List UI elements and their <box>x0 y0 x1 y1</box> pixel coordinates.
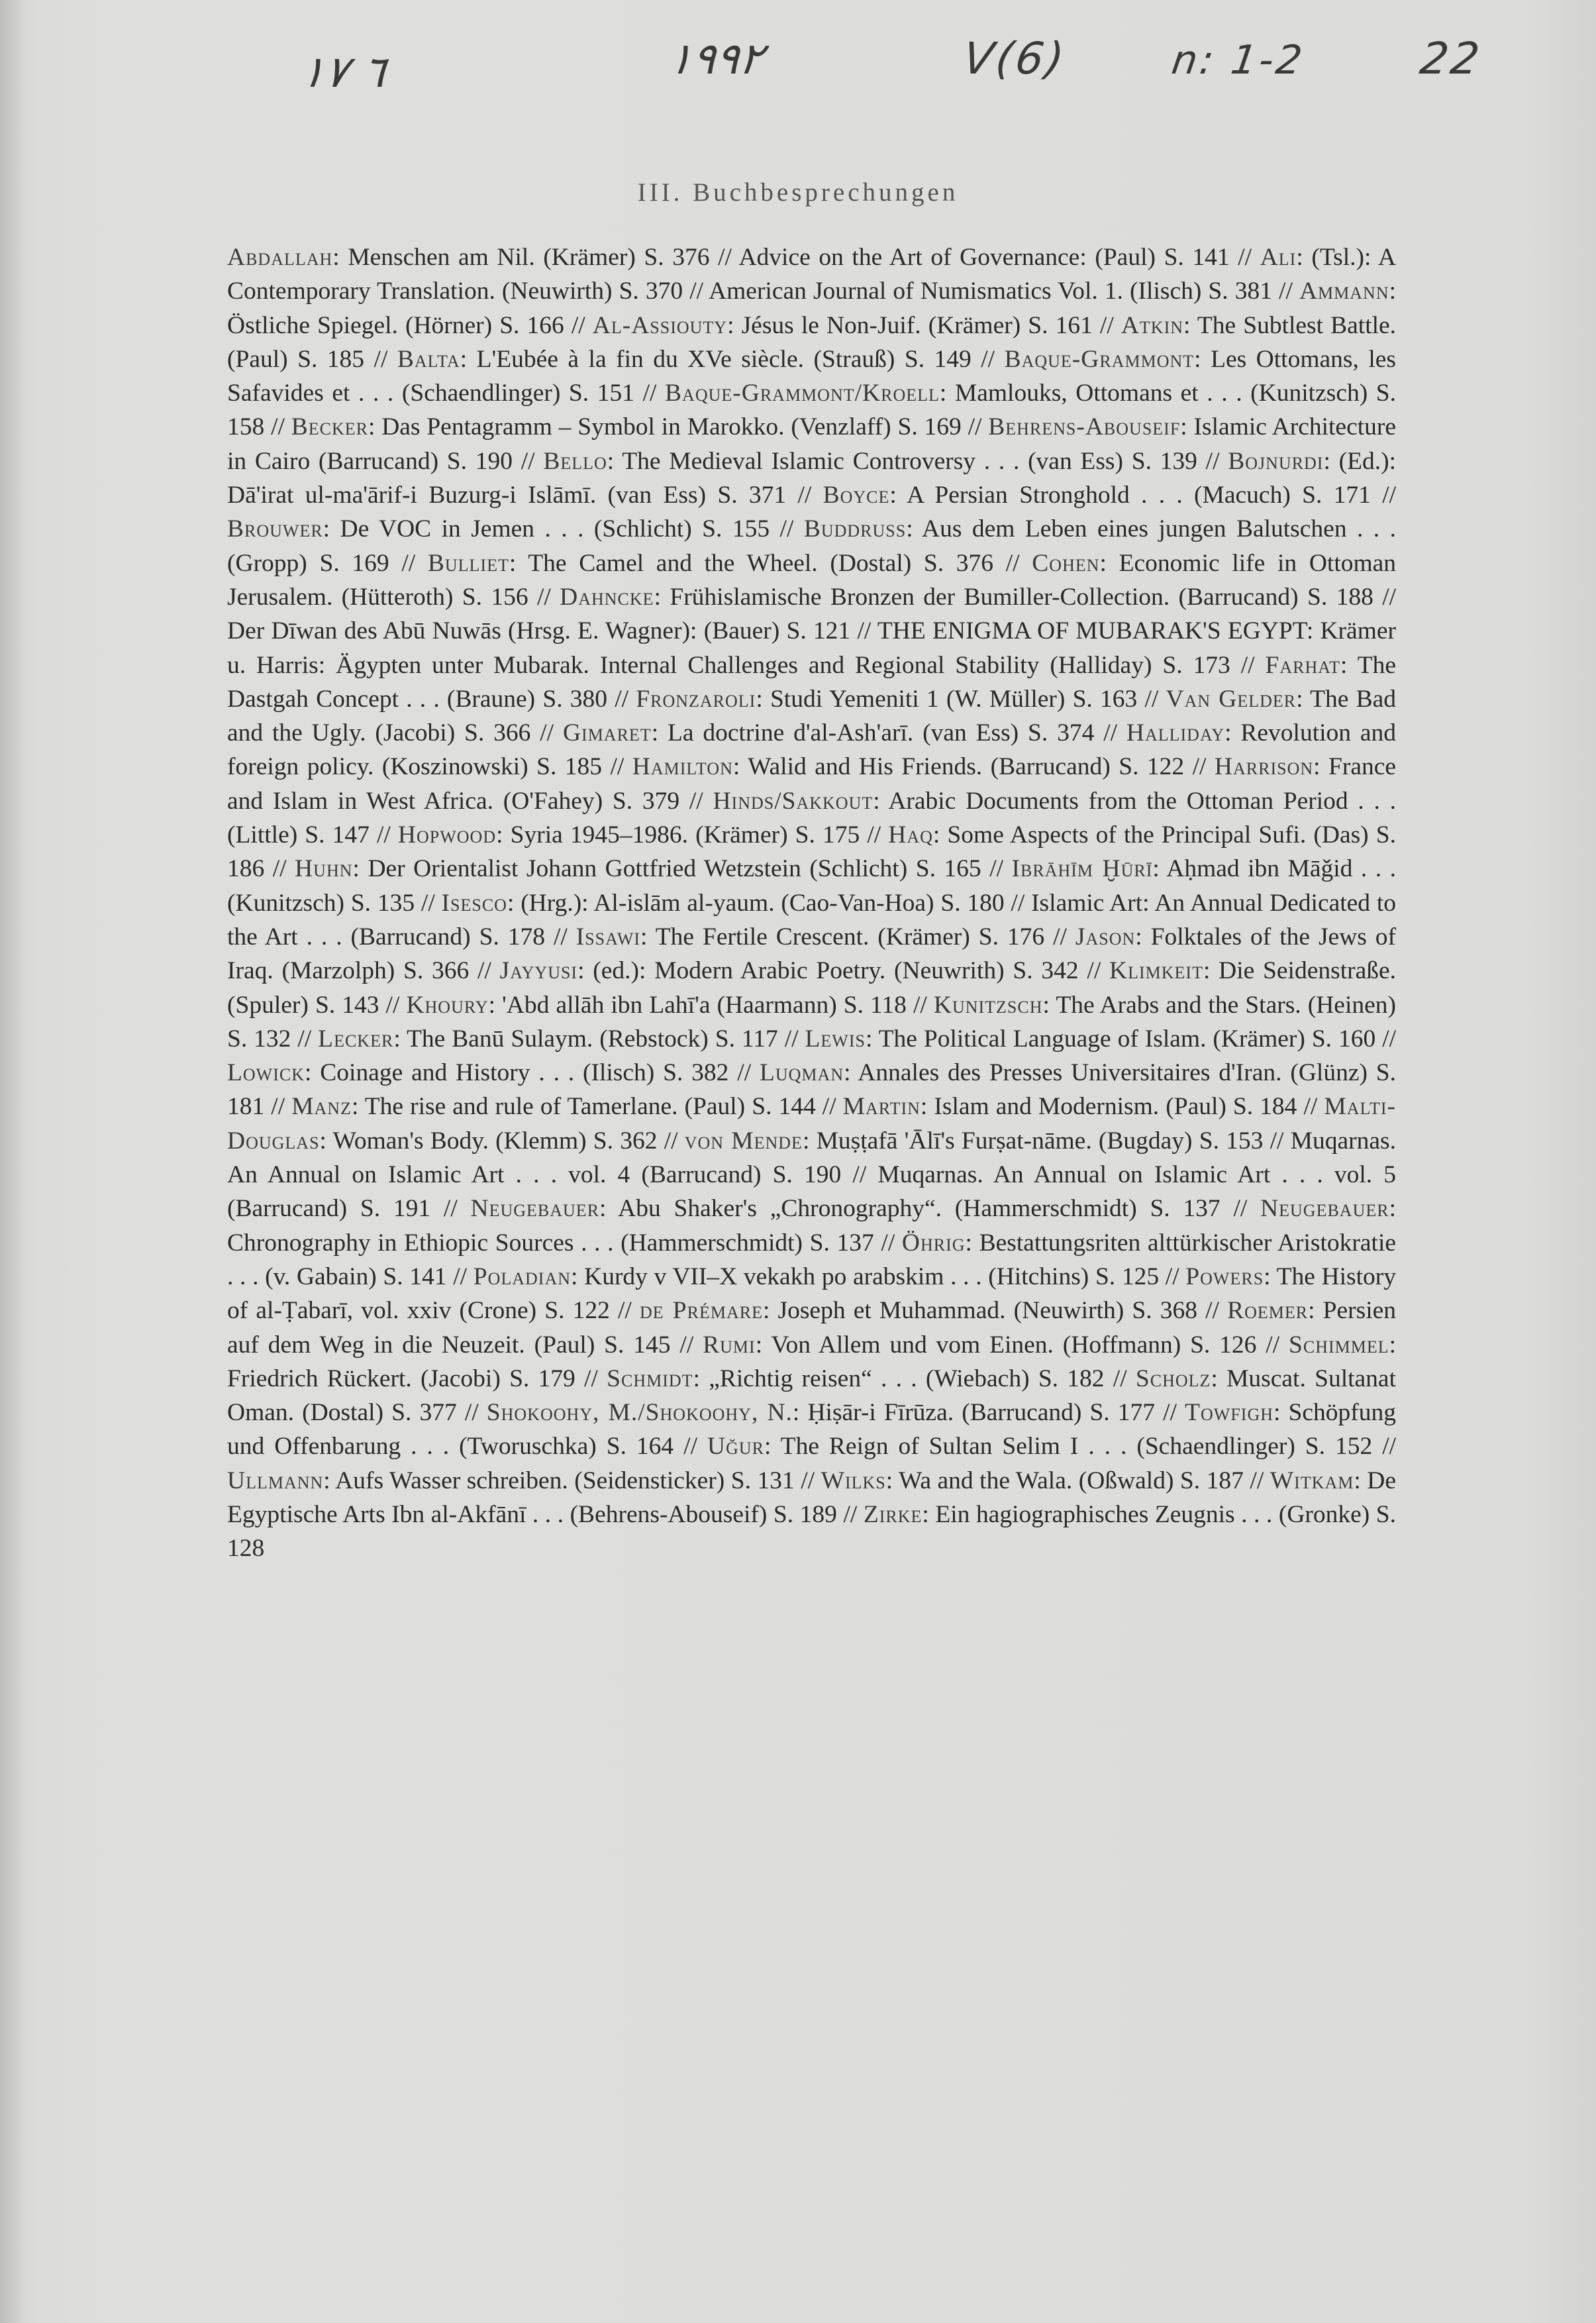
entry-separator: // <box>584 1365 598 1392</box>
entry-author: Behrens-Abouseif <box>988 413 1181 441</box>
entry-separator: // <box>737 1059 752 1087</box>
index-entry: Schimmel: Friedrich Rückert. (Jacobi) S. 179 <box>227 1331 1397 1392</box>
entry-title: Woman's Body. (Klemm) S. 362 <box>332 1127 658 1155</box>
entry-title: Persien auf dem Weg in die Neuzeit. (Paul) S. 145 <box>227 1297 1397 1359</box>
index-entry: Dahncke: Frühislamische Bronzen der Bumiller-Collection. (Barrucand) S. 188 <box>560 583 1373 611</box>
entry-author: Neugebauer <box>470 1195 600 1223</box>
entry-author: Schmidt <box>607 1365 693 1392</box>
index-entry: Neugebauer: Chronography in Ethiopic Sources . . . (Hammerschmidt) S. 137 <box>227 1195 1397 1257</box>
index-entry: Khoury: 'Abd allāh ibn Lahī'a (Haarmann) S. 118 <box>406 991 907 1019</box>
entry-title: The Bad and the Ugly. (Jacobi) S. 366 <box>227 685 1396 747</box>
entry-author: Neugebauer <box>1260 1195 1389 1223</box>
binding-shadow <box>0 0 23 2323</box>
index-entry <box>709 278 1272 305</box>
entry-author: Hamilton <box>632 753 733 781</box>
entry-author: von Mende <box>684 1127 803 1155</box>
entry-title: (ed.): Modern Arabic Poetry. (Neuwrith) S. 342 <box>593 957 1079 985</box>
index-entry <box>227 617 850 645</box>
index-entry: Abdallah: Menschen am Nil. (Krämer) S. 376 <box>227 244 710 271</box>
entry-title: Ḥiṣār-i Fīrūza. (Barrucand) S. 177 <box>807 1399 1156 1427</box>
index-entry: Jayyusi: (ed.): Modern Arabic Poetry. (Neuwrith) S. 342 <box>499 957 1079 985</box>
handwritten-note: ۱۷ ٦ <box>297 46 389 97</box>
entry-separator: // <box>1240 651 1255 679</box>
entry-title: Friedrich Rückert. (Jacobi) S. 179 <box>227 1365 575 1392</box>
entry-separator: // <box>1005 549 1020 577</box>
entry-title: Folktales of the Jews of Iraq. (Marzolph) S. 366 <box>227 923 1397 985</box>
entry-author: de Prémare <box>639 1297 763 1325</box>
entry-title: Mamlouks, Ottomans et . . . (Kunitzsch) S. 158 <box>227 380 1397 441</box>
entry-title: Die Seidenstraße. (Spuler) S. 143 <box>227 957 1397 1019</box>
index-entry: von Mende: Muṣṭafā 'Ālī's Furṣat-nāme. (Bugday) S. 153 <box>684 1127 1264 1155</box>
entry-author: Brouwer <box>227 515 323 543</box>
entry-author: Baque-Grammont/Kroell <box>665 380 940 407</box>
entry-separator: // <box>1144 685 1159 713</box>
index-entry: Baque-Grammont: Les Ottomans, les Safavides et . . . (Schaendlinger) S. 151 <box>227 345 1396 407</box>
entry-title: Der Orientalist Johann Gottfried Wetzstein (Schlicht) S. 165 <box>368 855 981 883</box>
entry-author: Huhn <box>295 855 353 883</box>
entry-title: The Fertile Crescent. (Krämer) S. 176 <box>655 923 1045 951</box>
index-entry: Powers: The History of al-Ṭabarī, vol. xxiv (Crone) S. 122 <box>227 1263 1397 1325</box>
index-entry: Harrison: France and Islam in West Africa. (O'Fahey) S. 379 <box>227 753 1397 815</box>
entry-author: Scholz <box>1135 1365 1211 1392</box>
index-entry: Zirke: Ein hagiographisches Zeugnis . . . (Gronke) S. 128 <box>227 1500 1397 1563</box>
entry-separator: // <box>1250 1467 1264 1494</box>
entry-title: Annales des Presses Universitaires d'Iran. (Glünz) S. 181 <box>227 1059 1397 1121</box>
entry-separator: // <box>852 1161 867 1189</box>
entry-author: Roemer <box>1227 1297 1309 1325</box>
entry-separator: // <box>1163 1399 1177 1427</box>
entry-title: The Subtlest Battle. (Paul) S. 185 <box>227 311 1397 373</box>
entry-title: Muqarnas. An Annual on Islamic Art . . . vol. 4 (Barrucand) S. 190 <box>227 1127 1397 1189</box>
entry-separator: // <box>689 278 704 305</box>
entry-separator: // <box>617 1297 632 1325</box>
entry-title: France and Islam in West Africa. (O'Fahey) S. 379 <box>227 753 1397 815</box>
index-entry: Halliday: Revolution and foreign policy. (Koszinowski) S. 185 <box>227 719 1397 781</box>
entry-title: Chronography in Ethiopic Sources . . . (Hammerschmidt) S. 137 <box>227 1229 874 1257</box>
entry-separator: // <box>421 889 435 917</box>
review-index-paragraph <box>227 240 1396 1566</box>
entry-author: Shokoohy, M./Shokoohy, N. <box>486 1399 793 1427</box>
entry-title: Östliche Spiegel. (Hörner) S. 166 <box>227 311 564 339</box>
entry-author: Cohen <box>1032 549 1100 577</box>
entry-author: Poladian <box>473 1263 572 1290</box>
entry-author: Klimkeit <box>1109 957 1203 985</box>
entry-title: Islam and Modernism. (Paul) S. 184 <box>934 1093 1297 1121</box>
entry-title: Bestattungsriten alttürkischer Aristokratie . . . (v. Gabain) S. 141 <box>227 1229 1397 1290</box>
entry-separator: // <box>1270 1127 1284 1155</box>
index-entry: Kunitzsch: The Arabs and the Stars. (Heinen) S. 132 <box>227 991 1396 1053</box>
entry-title: Schöpfung und Offenbarung . . . (Tworuschka) S. 164 <box>227 1399 1397 1461</box>
entry-title: Muscat. Sultanat Oman. (Dostal) S. 377 <box>227 1365 1396 1427</box>
index-entry: Hamilton: Walid and His Friends. (Barrucand) S. 122 <box>632 753 1185 781</box>
index-entry: Hopwood: Syria 1945–1986. (Krämer) S. 175 <box>397 821 860 849</box>
index-entry: Ibrāhīm Ḫūrī: Aḥmad ibn Māǧid . . . (Kunitzsch) S. 135 <box>227 855 1397 917</box>
entry-title: American Journal of Numismatics Vol. 1. (Ilisch) S. 381 <box>709 278 1272 305</box>
index-entry: Issawi: The Fertile Crescent. (Krämer) S. 176 <box>575 923 1045 951</box>
entry-separator: // <box>1382 583 1397 611</box>
entry-separator: // <box>801 1467 815 1494</box>
entry-title: La doctrine d'al-Ash'arī. (van Ess) S. 374 <box>667 719 1095 747</box>
index-entry: Shokoohy, M./Shokoohy, N.: Ḥiṣār-i Fīrūza. (Barrucand) S. 177 <box>486 1399 1156 1427</box>
entry-separator: // <box>1087 957 1101 985</box>
entry-title: (Tsl.): A Contemporary Translation. (Neuwirth) S. 370 <box>227 244 1397 305</box>
entry-title: Islamic Art: An Annual Dedicated to the Art . . . (Barrucand) S. 178 <box>227 889 1397 951</box>
entry-separator: // <box>615 685 629 713</box>
entry-author: Ullmann <box>227 1467 324 1494</box>
entry-title: Some Aspects of the Principal Sufi. (Das) S. 186 <box>227 821 1396 883</box>
entry-separator: // <box>271 413 285 441</box>
entry-title: Das Pentagramm – Symbol in Marokko. (Venzlaff) S. 169 <box>381 413 962 441</box>
entry-author: Jason <box>1075 923 1136 951</box>
entry-separator: // <box>401 549 416 577</box>
entry-title: (Hrg.): Al-islām al-yaum. (Cao-Van-Hoa) S. 180 <box>521 889 1005 917</box>
index-entry: Cohen: Economic life in Ottoman Jerusalem. (Hütteroth) S. 156 <box>227 549 1397 611</box>
entry-title: Wa and the Wala. (Oßwald) S. 187 <box>898 1467 1244 1494</box>
index-entry: Bulliet: The Camel and the Wheel. (Dostal) S. 376 <box>427 549 994 577</box>
entry-separator: // <box>784 1025 799 1053</box>
entry-title: L'Eubée à la fin du XVe siècle. (Strauß) S. 149 <box>476 345 972 373</box>
entry-title: Von Allem und vom Einen. (Hoffmann) S. 126 <box>771 1331 1257 1359</box>
entry-author: Manz <box>291 1093 352 1121</box>
entry-title: Kurdy v VII–X vekakh po arabskim . . . (Hitchins) S. 125 <box>584 1263 1160 1290</box>
entry-author: Towfigh <box>1185 1399 1274 1427</box>
entry-separator: // <box>1192 753 1207 781</box>
entry-title: Economic life in Ottoman Jerusalem. (Hütteroth) S. 156 <box>227 549 1397 611</box>
entry-separator: // <box>913 991 927 1019</box>
index-entry: Poladian: Kurdy v VII–X vekakh po arabskim . . . (Hitchins) S. 125 <box>473 1263 1160 1290</box>
entry-author: Haq <box>888 821 933 849</box>
entry-title: The History of al-Ṭabarī, vol. xxiv (Crone) S. 122 <box>227 1263 1397 1325</box>
entry-separator: // <box>1233 1195 1248 1223</box>
entry-separator: // <box>1205 1297 1219 1325</box>
entry-title: Aḥmad ibn Māǧid . . . (Kunitzsch) S. 135 <box>227 855 1397 917</box>
entry-author: Hopwood <box>397 821 497 849</box>
entry-author: Van Gelder <box>1166 685 1297 713</box>
entry-title: „Richtig reisen“ . . . (Wiebach) S. 182 <box>709 1365 1105 1392</box>
entry-separator: // <box>881 1229 895 1257</box>
handwritten-note: n: 1-2 <box>1169 37 1308 83</box>
entry-author: Abdallah <box>227 244 333 271</box>
index-entry: Manz: The rise and rule of Tamerlane. (Paul) S. 144 <box>291 1093 816 1121</box>
entry-author: Schimmel <box>1289 1331 1389 1359</box>
entry-author: Atkin <box>1121 311 1184 339</box>
handwritten-note: V(6) <box>960 33 1070 84</box>
entry-author: Luqman <box>759 1059 844 1087</box>
entry-separator: // <box>385 991 400 1019</box>
entry-separator: // <box>376 821 391 849</box>
review-index <box>227 240 1396 1566</box>
index-entry: Ullmann: Aufs Wasser schreiben. (Seidensticker) S. 131 <box>227 1467 795 1494</box>
entry-title: Jésus le Non-Juif. (Krämer) S. 161 <box>741 311 1093 339</box>
entry-title: The Political Language of Islam. (Krämer) S. 160 <box>878 1025 1376 1053</box>
entry-title: The rise and rule of Tamerlane. (Paul) S. 144 <box>364 1093 816 1121</box>
entry-separator: // <box>1382 1025 1397 1053</box>
index-entry: Witkam: De Egyptische Arts Ibn al-Akfānī . . . (Behrens-Abouseif) S. 189 <box>227 1467 1397 1528</box>
index-entry: Lecker: The Banū Sulaym. (Rebstock) S. 117 <box>318 1025 778 1053</box>
index-entry: Lowick: Coinage and History . . . (Ilisch) S. 382 <box>227 1059 729 1087</box>
index-entry: Uğur: The Reign of Sultan Selim I . . . (Schaendlinger) S. 152 <box>707 1433 1373 1461</box>
index-entry: Boyce: A Persian Stronghold . . . (Macuch) S. 171 <box>823 482 1371 509</box>
entry-title: A Persian Stronghold . . . (Macuch) S. 171 <box>907 482 1371 509</box>
entry-separator: // <box>797 482 812 509</box>
entry-separator: // <box>989 855 1004 883</box>
entry-title: The Reign of Sultan Selim I . . . (Schaendlinger) S. 152 <box>780 1433 1373 1461</box>
entry-title: Menschen am Nil. (Krämer) S. 376 <box>348 244 710 271</box>
entry-author: Dahncke <box>560 583 654 611</box>
index-entry: Balta: L'Eubée à la fin du XVe siècle. (Strauß) S. 149 <box>397 345 972 373</box>
entry-title: Revolution and foreign policy. (Koszinowski) S. 185 <box>227 719 1397 781</box>
index-entry: Scholz: Muscat. Sultanat Oman. (Dostal) S. 377 <box>227 1365 1396 1427</box>
entry-title: Der Dīwan des Abū Nuwās (Hrsg. E. Wagner): (Bauer) S. 121 <box>227 617 851 645</box>
entry-separator: // <box>689 787 703 815</box>
entry-separator: // <box>981 345 995 373</box>
entry-author: Witkam <box>1270 1467 1354 1494</box>
handwritten-notes <box>0 26 1596 119</box>
entry-author: Farhat <box>1265 651 1341 679</box>
entry-title: Abu Shaker's „Chronography“. (Hammerschmidt) S. 137 <box>618 1195 1221 1223</box>
entry-separator: // <box>297 1025 312 1053</box>
index-entry: Van Gelder: The Bad and the Ugly. (Jacobi) S. 366 <box>227 685 1396 747</box>
index-entry: Rumi: Von Allem und vom Einen. (Hoffmann) S. 126 <box>703 1331 1257 1359</box>
index-entry: Roemer: Persien auf dem Weg in die Neuzeit. (Paul) S. 145 <box>227 1297 1397 1359</box>
entry-separator: // <box>1103 719 1118 747</box>
index-entry: Becker: Das Pentagramm – Symbol in Marokko. (Venzlaff) S. 169 <box>291 413 962 441</box>
index-entry <box>738 244 1229 271</box>
index-entry: Al-Assiouty: Jésus le Non-Juif. (Krämer) S. 161 <box>592 311 1093 339</box>
entry-author: Kunitzsch <box>933 991 1043 1019</box>
index-entry: Atkin: The Subtlest Battle. (Paul) S. 185 <box>227 311 1397 373</box>
entry-author: Issawi <box>575 923 641 951</box>
entry-separator: // <box>464 1399 479 1427</box>
index-entry: Haq: Some Aspects of the Principal Sufi. (Das) S. 186 <box>227 821 1396 883</box>
entry-separator: // <box>779 515 794 543</box>
entry-author: Jayyusi <box>499 957 578 985</box>
handwritten-note: 22 <box>1417 33 1485 84</box>
entry-separator: // <box>1279 278 1293 305</box>
index-entry: Bojnurdi: (Ed.): Dā'irat ul-ma'ārif-i Buzurg-i Islāmī. (van Ess) S. 371 <box>227 447 1397 509</box>
entry-separator: // <box>477 957 491 985</box>
entry-author: Wilks <box>821 1467 886 1494</box>
entry-separator: // <box>1053 923 1067 951</box>
entry-author: Halliday <box>1126 719 1225 747</box>
entry-author: Buddruss <box>803 515 907 543</box>
entry-author: Gimaret <box>562 719 652 747</box>
entry-separator: // <box>867 821 881 849</box>
entry-author: Lowick <box>227 1059 305 1087</box>
index-entry: Bello: The Medieval Islamic Controversy . . . (van Ess) S. 139 <box>543 447 1197 475</box>
entry-separator: // <box>1382 482 1397 509</box>
entry-author: Baque-Grammont <box>1004 345 1195 373</box>
index-entry: Schmidt: „Richtig reisen“ . . . (Wiebach) S. 182 <box>607 1365 1105 1392</box>
index-entry: Buddruss: Aus dem Leben eines jungen Balutschen . . . (Gropp) S. 169 <box>227 515 1396 577</box>
entry-separator: // <box>443 1195 458 1223</box>
entry-separator: // <box>540 719 554 747</box>
entry-separator: // <box>718 244 732 271</box>
entry-title: The Medieval Islamic Controversy . . . (van Ess) S. 139 <box>622 447 1197 475</box>
entry-separator: // <box>571 311 585 339</box>
entry-title: (Ed.): Dā'irat ul-ma'ārif-i Buzurg-i Islāmī. (van Ess) S. 371 <box>227 447 1397 509</box>
entry-author: Boyce <box>823 482 890 509</box>
entry-title: Aufs Wasser schreiben. (Seidensticker) S. 131 <box>335 1467 795 1494</box>
entry-separator: // <box>1113 1365 1127 1392</box>
entry-separator: // <box>683 1433 697 1461</box>
entry-separator: // <box>1165 1263 1179 1290</box>
entry-author: Al-Assiouty <box>592 311 728 339</box>
index-entry: Farhat: The Dastgah Concept . . . (Braune) S. 380 <box>227 651 1397 713</box>
entry-title: Muqarnas. An Annual on Islamic Art . . . vol. 5 (Barrucand) S. 191 <box>227 1161 1397 1223</box>
entry-title: The Camel and the Wheel. (Dostal) S. 376 <box>528 549 994 577</box>
entry-separator: // <box>843 1500 858 1528</box>
entry-title: Studi Yemeniti 1 (W. Müller) S. 163 <box>770 685 1138 713</box>
entry-separator: // <box>664 1127 678 1155</box>
entry-title: Islamic Architecture in Cairo (Barrucand) S. 190 <box>227 413 1397 475</box>
entry-separator: // <box>1099 311 1114 339</box>
entry-separator: // <box>1303 1093 1318 1121</box>
index-entry: Lewis: The Political Language of Islam. (Krämer) S. 160 <box>805 1025 1376 1053</box>
entry-author: Lecker <box>318 1025 394 1053</box>
entry-separator: // <box>642 380 657 407</box>
index-entry: Malti-Douglas: Woman's Body. (Klemm) S. 362 <box>227 1093 1397 1155</box>
entry-title: 'Abd allāh ibn Lahī'a (Haarmann) S. 118 <box>502 991 907 1019</box>
entry-author: Ibrāhīm Ḫūrī <box>1011 855 1153 883</box>
index-entry: Brouwer: De VOC in Jemen . . . (Schlicht) S. 155 <box>227 515 770 543</box>
entry-separator: // <box>536 583 551 611</box>
entry-author: Lewis <box>805 1025 866 1053</box>
entry-title: Les Ottomans, les Safavides et . . . (Schaendlinger) S. 151 <box>227 345 1396 407</box>
index-entry: Fronzaroli: Studi Yemeniti 1 (W. Müller) S. 163 <box>636 685 1138 713</box>
entry-title: De Egyptische Arts Ibn al-Akfānī . . . (Behrens-Abouseif) S. 189 <box>227 1467 1397 1528</box>
index-entry: Martin: Islam and Modernism. (Paul) S. 184 <box>842 1093 1297 1121</box>
handwritten-note: ۱۹۹۲ <box>665 33 767 84</box>
entry-title: Frühislamische Bronzen der Bumiller-Collection. (Barrucand) S. 188 <box>670 583 1373 611</box>
entry-title: Syria 1945–1986. (Krämer) S. 175 <box>510 821 860 849</box>
index-entry: Klimkeit: Die Seidenstraße. (Spuler) S. 143 <box>227 957 1397 1019</box>
entry-title: De VOC in Jemen . . . (Schlicht) S. 155 <box>340 515 770 543</box>
entry-author: Becker <box>291 413 368 441</box>
entry-title: The Arabs and the Stars. (Heinen) S. 132 <box>227 991 1396 1053</box>
entry-author: Rumi <box>703 1331 756 1359</box>
entry-separator: // <box>1238 244 1252 271</box>
entry-author: Zirke <box>863 1500 923 1528</box>
entry-author: Bulliet <box>427 549 509 577</box>
index-entry: Baque-Grammont/Kroell: Mamlouks, Ottomans et . . . (Kunitzsch) S. 158 <box>227 380 1397 441</box>
index-entry: Behrens-Abouseif: Islamic Architecture in Cairo (Barrucand) S. 190 <box>227 413 1397 475</box>
entry-title: Advice on the Art of Governance: (Paul) S. 141 <box>738 244 1230 271</box>
entry-author: Balta <box>397 345 460 373</box>
section-heading: III. Buchbesprechungen <box>637 178 959 207</box>
index-entry: Hinds/Sakkout: Arabic Documents from the Ottoman Period . . . (Little) S. 147 <box>227 787 1396 849</box>
index-entry: Huhn: Der Orientalist Johann Gottfried Wetzstein (Schlicht) S. 165 <box>295 855 981 883</box>
index-entry: Ali: (Tsl.): A Contemporary Translation. (Neuwirth) S. 370 <box>227 244 1397 305</box>
entry-author: Isesco <box>441 889 507 917</box>
entry-separator: // <box>453 1263 468 1290</box>
entry-title: Muṣṭafā 'Ālī's Furṣat-nāme. (Bugday) S. 153 <box>816 1127 1264 1155</box>
index-entry: Wilks: Wa and the Wala. (Oßwald) S. 187 <box>821 1467 1244 1494</box>
entry-title: Coinage and History . . . (Ilisch) S. 382 <box>320 1059 729 1087</box>
index-entry: de Prémare: Joseph et Muhammad. (Neuwirth) S. 368 <box>639 1297 1197 1325</box>
entry-author: Öhrig <box>901 1229 966 1257</box>
entry-author: Ali <box>1260 244 1297 271</box>
entry-author: Martin <box>842 1093 921 1121</box>
entry-title: The Dastgah Concept . . . (Braune) S. 380 <box>227 651 1397 713</box>
entry-author: Powers <box>1185 1263 1264 1290</box>
entry-separator: // <box>271 1093 285 1121</box>
entry-author: Bojnurdi <box>1228 447 1324 475</box>
entry-separator: // <box>679 1331 694 1359</box>
entry-separator: // <box>272 855 287 883</box>
entry-title: THE ENIGMA OF MUBARAK'S EGYPT: Krämer u. Harris: Ägypten unter Mubarak. Internal Challenges and Regional Stability (Halliday) S. 173 <box>227 617 1396 679</box>
entry-author: Ammann <box>1299 278 1389 305</box>
entry-separator: // <box>1011 889 1025 917</box>
entry-title: Aus dem Leben eines jungen Balutschen . . . (Gropp) S. 169 <box>227 515 1396 577</box>
entry-separator: // <box>1266 1331 1280 1359</box>
entry-author: Fronzaroli <box>636 685 756 713</box>
index-entry: Neugebauer: Abu Shaker's „Chronography“. (Hammerschmidt) S. 137 <box>470 1195 1221 1223</box>
entry-separator: // <box>1382 1433 1397 1461</box>
index-entry: Towfigh: Schöpfung und Offenbarung . . . (Tworuschka) S. 164 <box>227 1399 1397 1461</box>
entry-title: Ein hagiographisches Zeugnis . . . (Gronke) S. 128 <box>227 1500 1397 1563</box>
entry-author: Khoury <box>406 991 489 1019</box>
entry-separator: // <box>374 345 388 373</box>
index-entry: Ammann: Östliche Spiegel. (Hörner) S. 166 <box>227 278 1397 339</box>
entry-author: Bello <box>543 447 607 475</box>
entry-separator: // <box>857 617 872 645</box>
entry-author: Harrison <box>1214 753 1314 781</box>
entry-author: Malti-Douglas <box>227 1093 1397 1155</box>
entry-title: Joseph et Muhammad. (Neuwirth) S. 368 <box>777 1297 1197 1325</box>
index-entry: Jason: Folktales of the Jews of Iraq. (Marzolph) S. 366 <box>227 923 1397 985</box>
entry-title: Walid and His Friends. (Barrucand) S. 122 <box>748 753 1185 781</box>
index-entry: Luqman: Annales des Presses Universitaires d'Iran. (Glünz) S. 181 <box>227 1059 1397 1121</box>
entry-author: Hinds/Sakkout <box>713 787 873 815</box>
index-entry: Gimaret: La doctrine d'al-Ash'arī. (van Ess) S. 374 <box>562 719 1095 747</box>
index-entry: Öhrig: Bestattungsriten alttürkischer Aristokratie . . . (v. Gabain) S. 141 <box>227 1229 1397 1290</box>
entry-author: Uğur <box>707 1433 764 1461</box>
entry-separator: // <box>1205 447 1220 475</box>
entry-title: The Banū Sulaym. (Rebstock) S. 117 <box>407 1025 778 1053</box>
index-entry: Isesco: (Hrg.): Al-islām al-yaum. (Cao-Van-Hoa) S. 180 <box>441 889 1005 917</box>
entry-separator: // <box>610 753 624 781</box>
entry-separator: // <box>968 413 982 441</box>
entry-separator: // <box>822 1093 836 1121</box>
entry-separator: // <box>553 923 568 951</box>
entry-title: Arabic Documents from the Ottoman Period . . . (Little) S. 147 <box>227 787 1396 849</box>
entry-separator: // <box>521 447 535 475</box>
